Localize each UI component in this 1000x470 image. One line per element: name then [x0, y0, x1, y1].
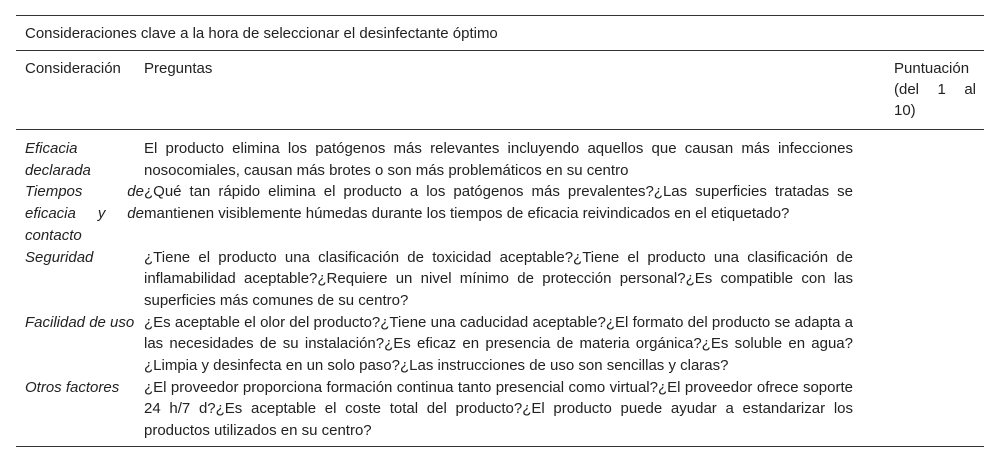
header-row [16, 51, 984, 129]
row-consideration: Tiempos de eficacia y de contacto [25, 183, 144, 244]
table-row [16, 247, 984, 312]
row-consideration: Facilidad de uso [25, 313, 135, 331]
disinfectant-considerations-table [16, 15, 984, 447]
table-row [16, 377, 984, 442]
row-consideration: Eficacia declarada [25, 140, 91, 179]
header-score-line3: 10) [894, 102, 916, 119]
table-body [16, 130, 984, 446]
row-consideration: Otros factores [25, 378, 120, 396]
header-score-line2: (del 1 al [894, 81, 976, 98]
row-score [853, 312, 984, 377]
row-questions: El producto elimina los patógenos más relevantes incluyendo aquellos que causan más infecciones nosocomiales, causan más brotes o son más problemáticos en su centro [144, 140, 853, 179]
row-score [853, 377, 984, 442]
row-questions: ¿El proveedor proporciona formación continua tanto presencial como virtual?¿El proveedor ofrece soporte 24 h/7 d?¿Es aceptable el coste total del producto?¿El producto puede ayudar a estandarizar los productos utilizados en su centro? [144, 378, 853, 440]
row-score [853, 247, 984, 312]
table-row [16, 138, 984, 181]
row-score [853, 181, 984, 246]
table-row [16, 181, 984, 246]
header-score [853, 58, 984, 121]
table-row [16, 312, 984, 377]
header-questions: Preguntas [144, 60, 213, 77]
table-caption: Consideraciones clave a la hora de seleccionar el desinfectante óptimo [25, 25, 498, 42]
bottom-rule [16, 446, 984, 447]
row-questions: ¿Qué tan rápido elimina el producto a los patógenos más prevalentes?¿Las superficies tratadas se mantienen visiblemente húmedas durante los tiempos de eficacia reivindicados en el etiquetado? [144, 183, 853, 223]
header-score-line1: Puntuación [894, 60, 970, 77]
row-questions: ¿Es aceptable el olor del producto?¿Tiene una caducidad aceptable?¿El formato del producto se adapta a las necesidades de su instalación?¿Es eficaz en presencia de materia orgánica?¿Es soluble en agua?¿Limpia y desinfecta en un solo paso?¿Las instrucciones de uso son sencillas y claras? [144, 313, 853, 375]
row-consideration: Seguridad [25, 248, 94, 266]
row-questions: ¿Tiene el producto una clasificación de toxicidad aceptable?¿Tiene el producto una clasificación de inflamabilidad aceptable?¿Requiere un nivel mínimo de protección personal?¿Es compatible con las superficies más comunes de su centro? [144, 248, 853, 309]
row-score [853, 138, 984, 181]
header-consideration: Consideración [25, 60, 121, 77]
